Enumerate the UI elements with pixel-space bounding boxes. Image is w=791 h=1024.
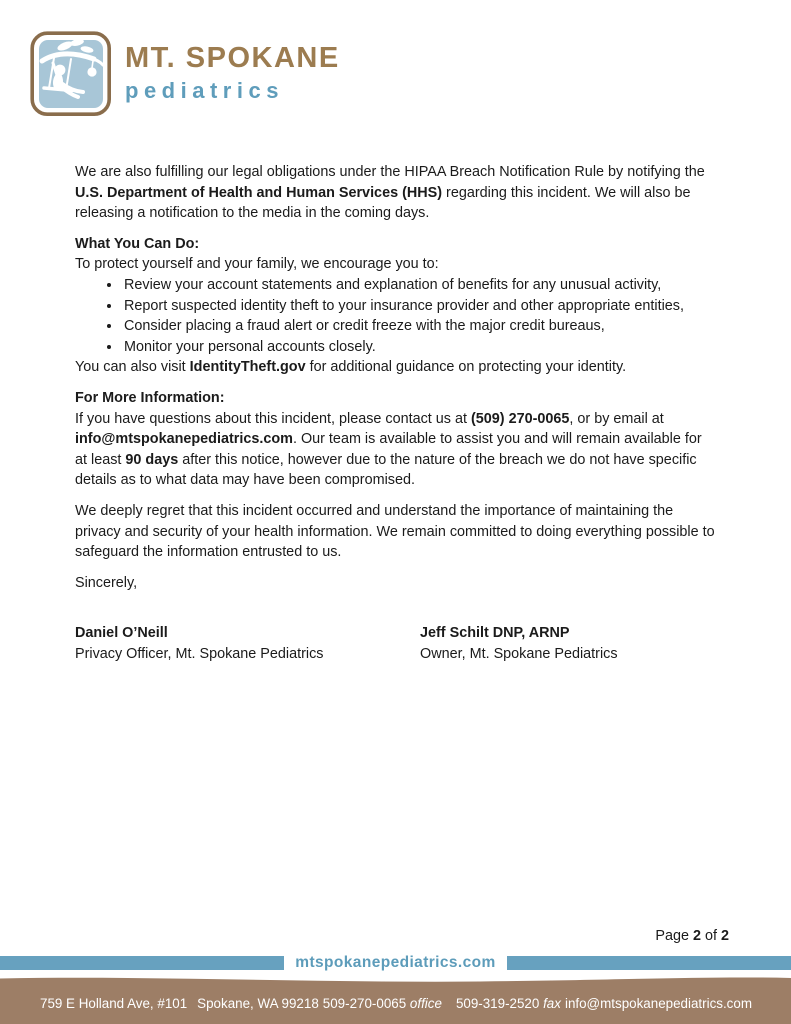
signature-block [75,623,715,664]
text-segment: We are also fulfilling our legal obligations under the HIPAA Breach Notification Rule by notifying the [75,164,705,180]
office-phone: 509-270-0065 [322,995,407,1011]
paragraph-hipaa-notification [75,162,715,224]
text-segment: , or by email at [569,410,664,427]
ribbon-bar-right [507,956,791,970]
brand-name-line2: pediatrics [125,78,284,103]
text-segment: regarding this incident. We will also be releasing a notification to the media in the coming days. [75,184,691,222]
office-label: office [409,995,442,1011]
text-segment-bold: 90 days [125,451,179,468]
list-item: • Consider placing a fraud alert or credit freeze with the major credit bureaus, [122,316,715,337]
contact-paragraph [75,409,715,491]
closing: Sincerely, [75,574,138,591]
address-city: Spokane, WA 99218 [197,995,319,1011]
heading-text: What You Can Do: [75,235,200,252]
text-segment: Page [655,928,693,944]
footer-band-wave [0,975,791,984]
logo [30,31,340,117]
section-intro: To protect yourself and your family, we encourage you to: [75,256,439,273]
section-for-more-information [75,388,715,491]
text-segment: of [700,928,721,944]
text-segment: for additional guidance on protecting your identity. [305,359,627,376]
logo-swing-child-icon [30,31,112,117]
total-pages: 2 [720,928,729,944]
heading-text: For More Information: [75,389,225,406]
website-ribbon [0,956,791,970]
list-item: • Review your account statements and explanation of benefits for any unusual activity, [122,275,715,296]
logo-wordmark [125,31,340,102]
phone-number-text: (509) 270-0065 [471,410,570,427]
signer-title: Owner, Mt. Spokane Pediatrics [420,645,618,662]
footer-phones [323,996,561,1011]
footer-address [40,996,319,1011]
text-segment: If you have questions about this incident, please contact us at [75,410,471,427]
text-segment-bold: U.S. Department of Health and Human Services (HHS) [75,184,443,201]
page-number [655,928,729,944]
recommendations-list [75,275,715,357]
brand-name-line1: MT. SPOKANE [125,42,340,74]
website-url: mtspokanepediatrics.com [295,954,496,971]
section-heading [75,388,715,409]
text-segment: after this notice, however due to the nature of the breach we do not have specific details as to what data may have been compromised. [75,451,697,489]
text-segment: You can also visit [75,359,190,376]
paragraph-regret: We deeply regret that this incident occurred and understand the importance of maintaining the privacy and security of your health information. We remain committed to doing everything possible to safeguard the information entrusted to us. [75,502,715,561]
letter-body [75,162,715,664]
footer-email: info@mtspokanepediatrics.com [564,995,752,1011]
signature-right [420,623,618,664]
signature-left [75,623,420,664]
list-item: • Report suspected identity theft to your insurance provider and other appropriate entities, [122,296,715,317]
fax-phone: 509-319-2520 [455,995,540,1011]
current-page: 2 [692,928,701,944]
list-item: • Monitor your personal accounts closely. [122,337,715,358]
signer-name: Daniel O’Neill [75,625,168,642]
section-heading [75,234,715,255]
ribbon-bar-left [0,956,284,970]
text-segment: . Our team is available to assist you and will remain available for at least [75,431,702,468]
fax-label: fax [543,995,561,1011]
section-outro [75,357,715,378]
address-street: 759 E Holland Ave, #101 [40,995,188,1011]
footer-contact-info [0,984,791,1024]
signer-title: Privacy Officer, Mt. Spokane Pediatrics [75,645,324,662]
email-text: info@mtspokanepediatrics.com [75,431,293,448]
signer-name: Jeff Schilt DNP, ARNP [420,625,570,642]
section-what-you-can-do [75,234,715,378]
identitytheft-gov-text: IdentityTheft.gov [189,359,306,376]
